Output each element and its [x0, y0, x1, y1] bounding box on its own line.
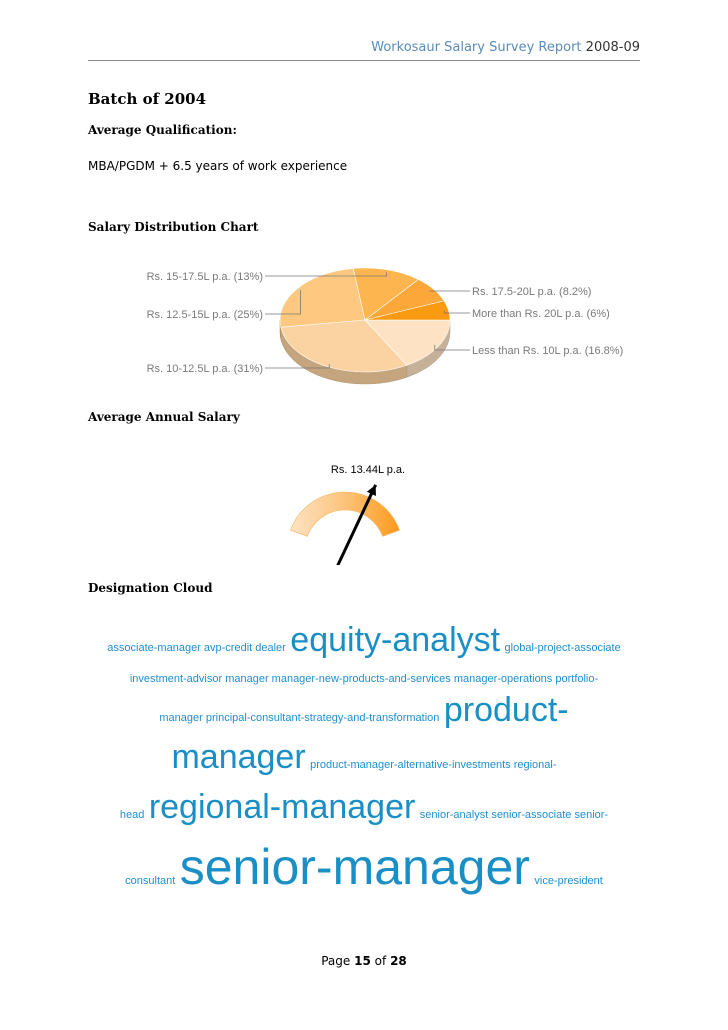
- gauge-value-label: Rs. 13.44L p.a.: [330, 464, 406, 476]
- salary-distribution-title: Salary Distribution Chart: [88, 220, 259, 234]
- pie-label: Rs. 12.5-15L p.a. (25%): [146, 309, 263, 321]
- batch-title: Batch of 2004: [88, 90, 207, 108]
- salary-pie-chart: [0, 255, 728, 405]
- cloud-line: [88, 686, 640, 734]
- pie-label: Rs. 17.5-20L p.a. (8.2%): [472, 286, 592, 298]
- avg-qualification-label: Average Qualification:: [88, 123, 237, 137]
- cloud-line: [88, 618, 640, 662]
- pie-label: Rs. 15-17.5L p.a. (13%): [146, 271, 263, 283]
- salary-gauge: [270, 455, 470, 565]
- cloud-term: investment-advisor manager manager-new-products-and-services manager-operations portfolio-: [129, 673, 599, 685]
- pie-label: Less than Rs. 10L p.a. (16.8%): [472, 345, 624, 357]
- pie-label: More than Rs. 20L p.a. (6%): [472, 308, 610, 320]
- cloud-term: regional-manager: [148, 788, 416, 826]
- footer-page-number: 15: [354, 954, 371, 968]
- page-header: [88, 38, 640, 61]
- cloud-line: [88, 734, 640, 780]
- footer-of: of: [374, 954, 387, 968]
- cloud-line: [88, 834, 640, 900]
- cloud-term: equity-analyst: [290, 621, 501, 659]
- cloud-line: [88, 668, 640, 688]
- report-years: 2008-09: [585, 40, 640, 55]
- cloud-term: senior-manager: [179, 839, 530, 895]
- cloud-term: consultant: [125, 875, 176, 887]
- footer-prefix: Page: [321, 954, 351, 968]
- average-salary-title: Average Annual Salary: [88, 410, 240, 424]
- cloud-term: head: [119, 809, 145, 821]
- report-brand: Workosaur Salary Survey Report: [371, 40, 582, 55]
- cloud-term: associate-manager avp-credit dealer: [107, 642, 286, 654]
- cloud-term: manager principal-consultant-strategy-and-transformation: [159, 712, 440, 724]
- cloud-term: global-project-associate: [504, 642, 621, 654]
- cloud-term: product-manager-alternative-investments regional-: [310, 759, 557, 771]
- cloud-term: vice-president: [534, 875, 603, 887]
- footer-page-total: 28: [390, 954, 407, 968]
- cloud-term: product-: [443, 691, 569, 729]
- gauge-arc: [290, 492, 399, 536]
- designation-cloud-title: Designation Cloud: [88, 581, 213, 595]
- cloud-term: manager: [171, 738, 306, 776]
- pie-slice: [280, 268, 365, 327]
- pie-label: Rs. 10-12.5L p.a. (31%): [146, 363, 263, 375]
- avg-qualification-value: MBA/PGDM + 6.5 years of work experience: [88, 159, 348, 173]
- page-footer: [0, 954, 728, 968]
- cloud-line: [88, 782, 640, 832]
- cloud-term: senior-analyst senior-associate senior-: [419, 809, 609, 821]
